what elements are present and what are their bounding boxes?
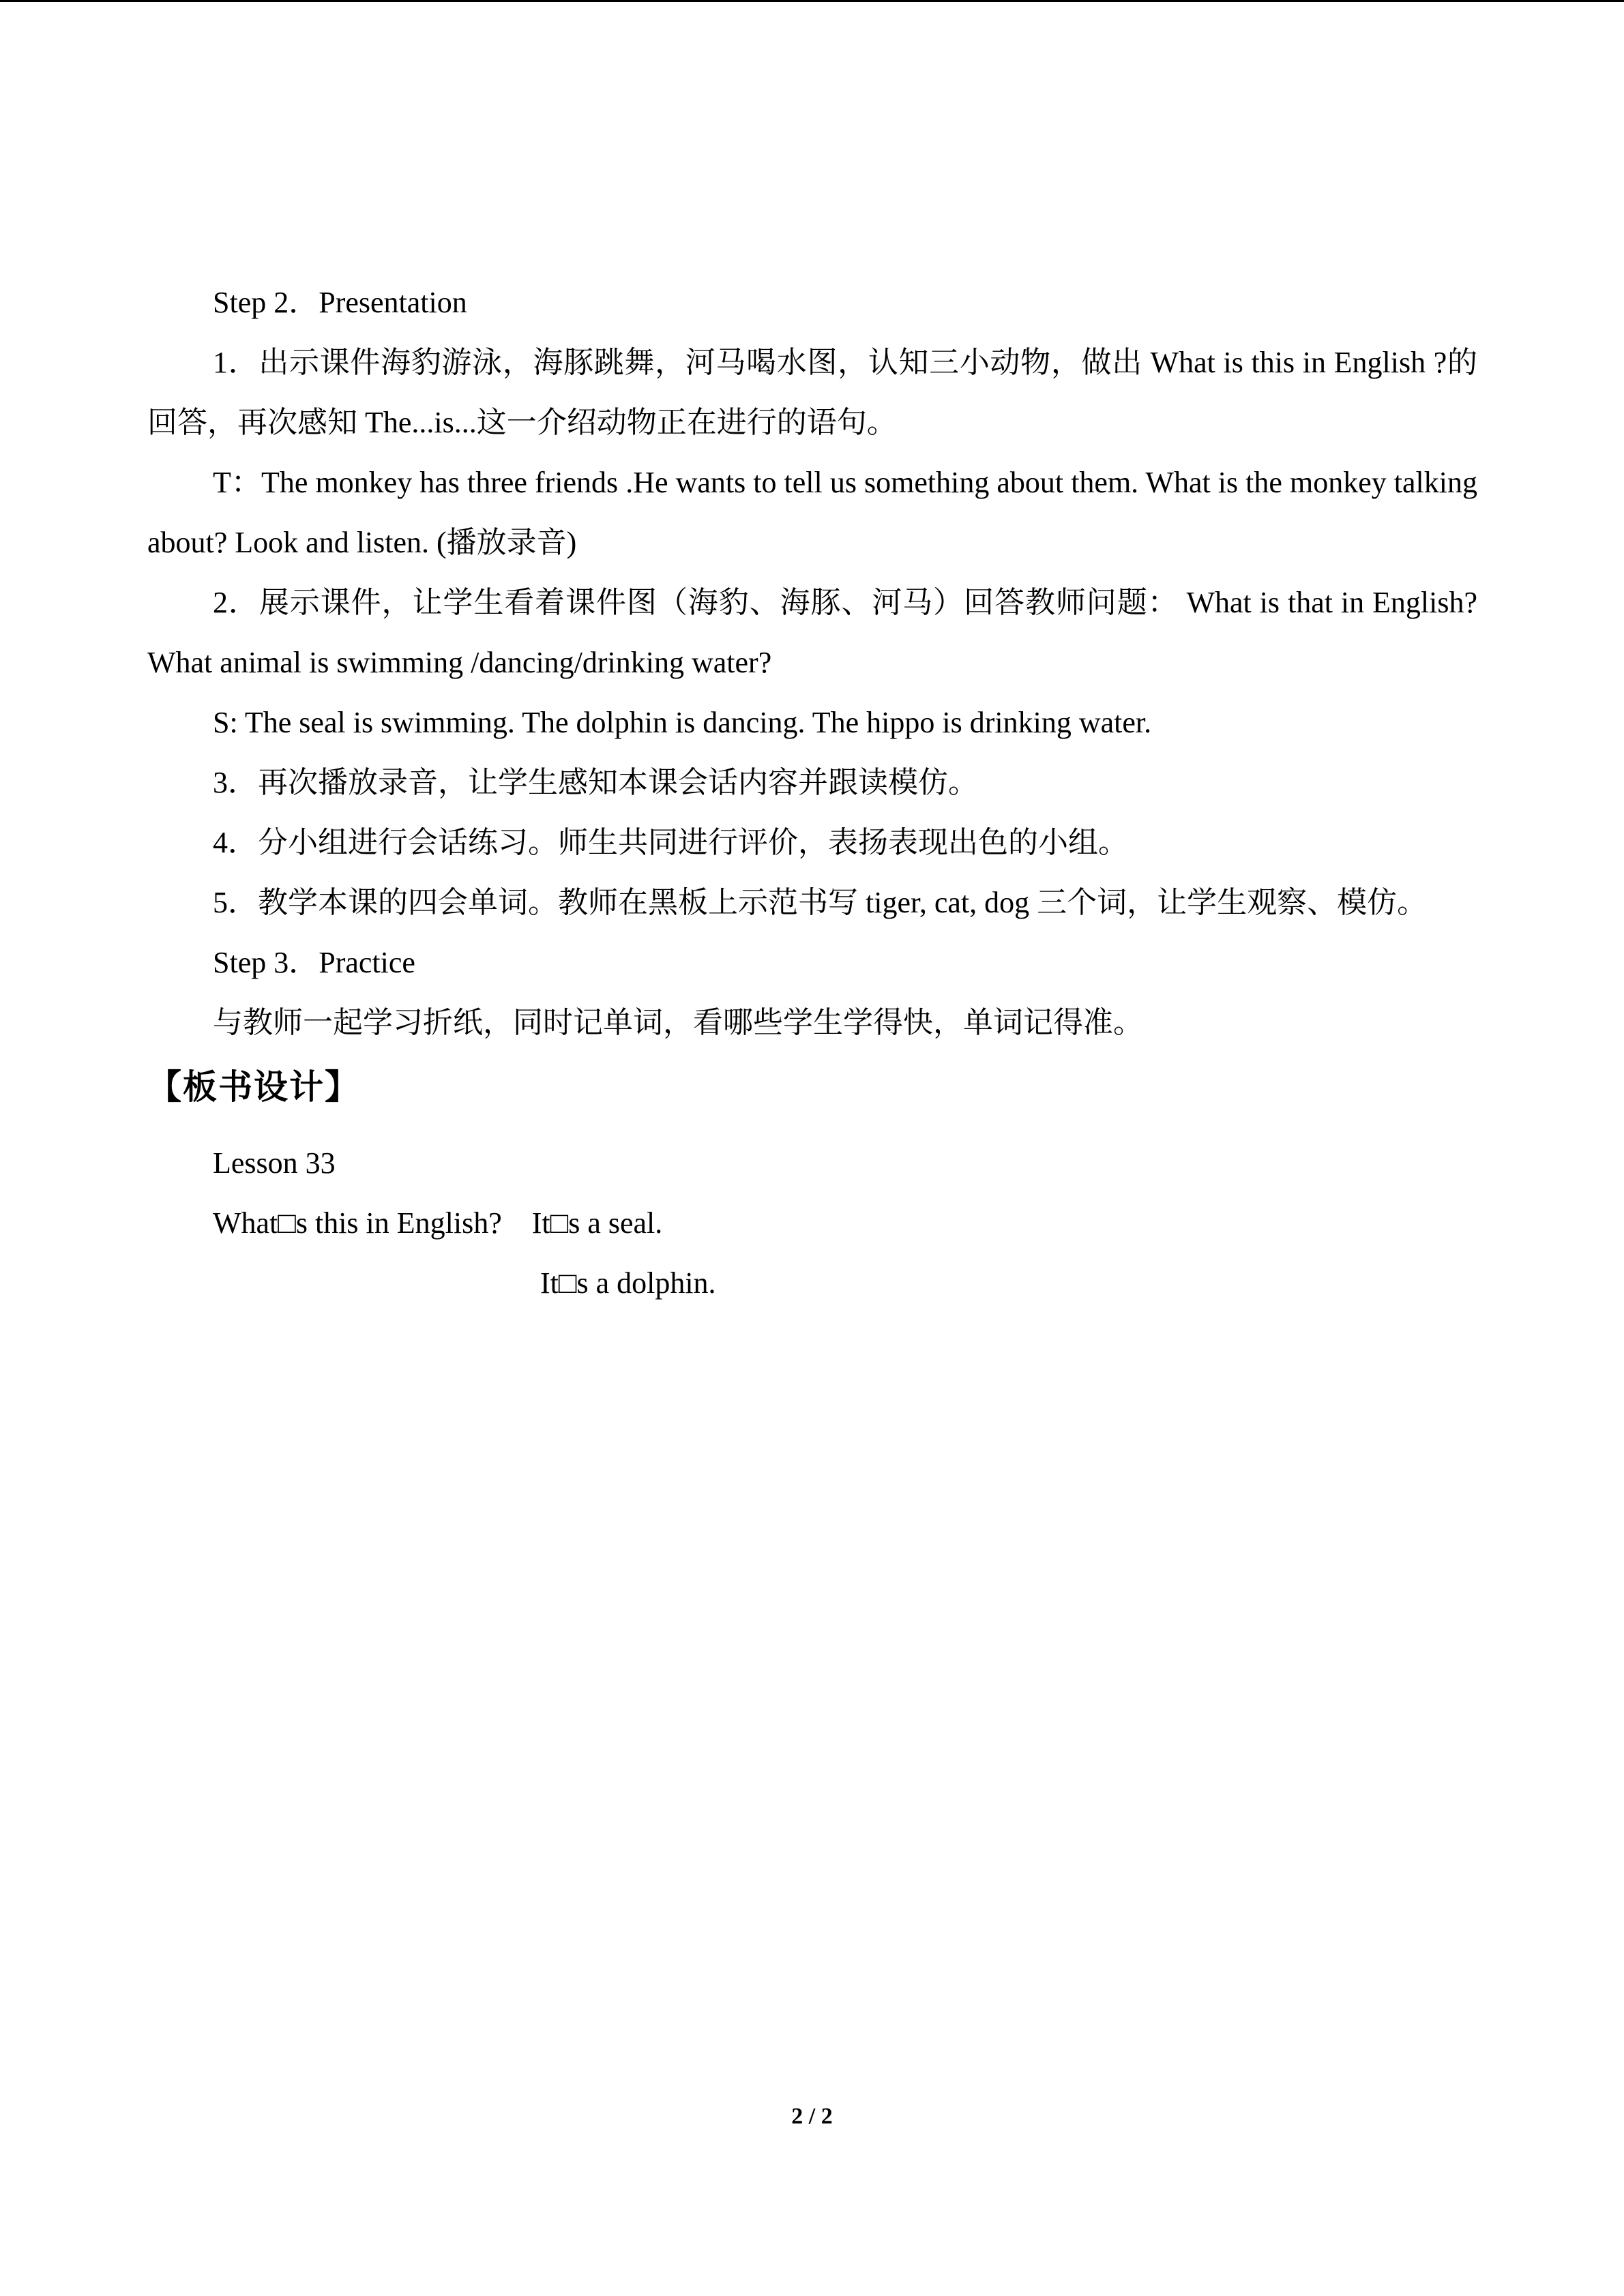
- board-lesson: Lesson 33: [213, 1146, 336, 1180]
- document-body: [147, 273, 1477, 1313]
- practice-text: 与教师一起学习折纸，同时记单词，看哪些学生学得快，单词记得准。: [213, 1006, 1143, 1039]
- item-2: 2．展示课件，让学生看着课件图（海豹、海豚、河马）回答教师问题： What is that in English? What animal is swimming /dancing/drinking water?: [147, 586, 1477, 679]
- item-5: 5．教学本课的四会单词。教师在黑板上示范书写 tiger, cat, dog 三个词，让学生观察、模仿。: [213, 886, 1428, 919]
- item-4: 4．分小组进行会话练习。师生共同进行评价，表扬表现出色的小组。: [213, 826, 1128, 859]
- item-3: 3．再次播放录音，让学生感知本课会话内容并跟读模仿。: [213, 766, 978, 799]
- board-design: [147, 1133, 1477, 1313]
- teacher-line: T：The monkey has three friends .He wants to tell us something about them. What is the monkey talking about? Look and listen. (播放录音): [147, 466, 1477, 559]
- page-top-border: [0, 0, 1624, 2]
- student-line: S: The seal is swimming. The dolphin is dancing. The hippo is drinking water.: [213, 706, 1152, 739]
- board-question: What□s this in English?: [213, 1206, 502, 1240]
- step3-title: Step 3．Practice: [213, 946, 415, 979]
- board-answer-1: It□s a seal.: [531, 1206, 663, 1240]
- item-1: 1．出示课件海豹游泳，海豚跳舞，河马喝水图，认知三小动物，做出 What is this in English ?的回答，再次感知 The...is...这一介绍动物正在进行的语句。: [147, 346, 1477, 439]
- step2-title: Step 2．Presentation: [213, 286, 467, 319]
- page-number: 2 / 2: [791, 2104, 833, 2129]
- board-question-line: [213, 1193, 1477, 1253]
- board-answer-2: It□s a dolphin.: [540, 1266, 716, 1300]
- board-design-heading: 【板书设计】: [147, 1067, 360, 1107]
